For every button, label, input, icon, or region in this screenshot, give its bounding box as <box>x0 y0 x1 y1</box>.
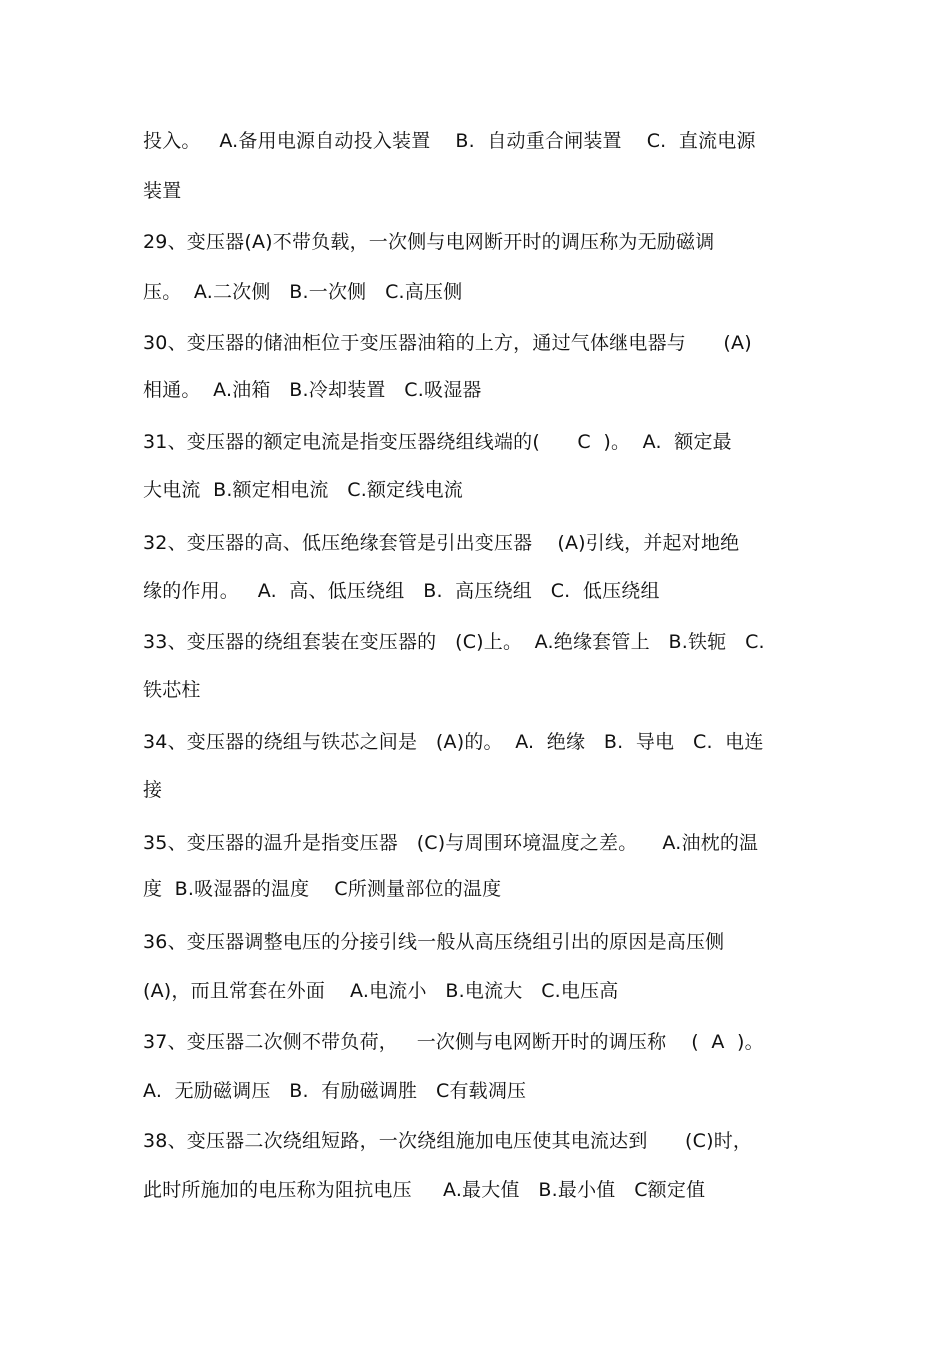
text-line: 铁芯柱 <box>143 679 201 701</box>
text-line: 大电流 B.额定相电流 C.额定线电流 <box>143 479 463 501</box>
question-34-line: 34、变压器的绕组与铁芯之间是 (A)的。 A. 绝缘 B. 导电 C. 电连 <box>143 731 764 753</box>
question-36-line: 36、变压器调整电压的分接引线一般从高压绕组引出的原因是高压侧 <box>143 931 725 953</box>
question-35-line: 35、变压器的温升是指变压器 (C)与周围环境温度之差。 A.油枕的温 <box>143 832 759 854</box>
text-line: 度 B.吸湿器的温度 C所测量部位的温度 <box>143 878 502 900</box>
question-29-line: 29、变压器(A)不带负载，一次侧与电网断开时的调压称为无励磁调 <box>143 231 715 253</box>
question-32-line: 32、变压器的高、低压绝缘套管是引出变压器 (A)引线，并起对地绝 <box>143 532 740 554</box>
text-line: 相通。 A.油箱 B.冷却装置 C.吸湿器 <box>143 379 482 401</box>
text-line: 此时所施加的电压称为阻抗电压 A.最大值 B.最小值 C额定值 <box>143 1179 706 1201</box>
question-31-line: 31、变压器的额定电流是指变压器绕组线端的( C )。 A. 额定最 <box>143 431 732 453</box>
text-line: 接 <box>143 779 163 801</box>
text-line: A. 无励磁调压 B. 有励磁调胜 C有载凋压 <box>143 1080 527 1102</box>
question-38-line: 38、变压器二次绕组短路，一次绕组施加电压使其电流达到 (C)时， <box>143 1130 753 1152</box>
text-line: 压。 A.二次侧 B.一次侧 C.高压侧 <box>143 281 463 303</box>
question-33-line: 33、变压器的绕组套装在变压器的 (C)上。 A.绝缘套管上 B.铁轭 C. <box>143 631 765 653</box>
text-line: (A)，而且常套在外面 A.电流小 B.电流大 C.电压高 <box>143 980 619 1002</box>
text-line: 装置 <box>143 180 182 202</box>
text-line: 投入。 A.备用电源自动投入装置 B. 自动重合闸装置 C. 直流电源 <box>143 130 756 152</box>
question-37-line: 37、变压器二次侧不带负荷， 一次侧与电网断开时的调压称 ( A )。 <box>143 1031 764 1053</box>
question-30-line: 30、变压器的储油柜位于变压器油箱的上方，通过气体继电器与 (A) <box>143 332 752 354</box>
text-line: 缘的作用。 A. 高、低压绕组 B. 高压绕组 C. 低压绕组 <box>143 580 660 602</box>
